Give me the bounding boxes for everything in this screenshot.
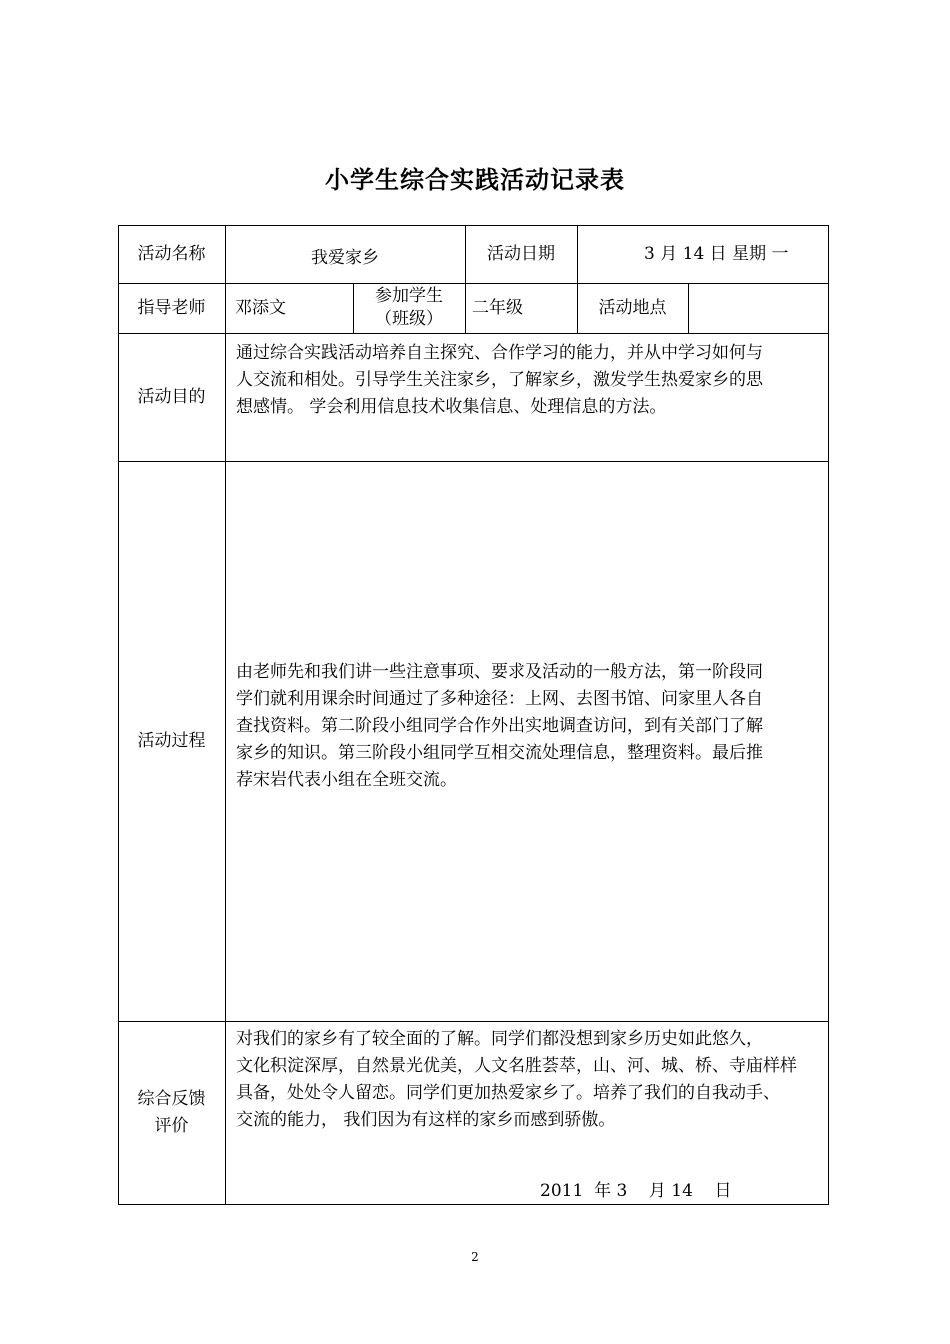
feedback-label (118, 1021, 225, 1205)
activity-name-value: 我爱家乡 (311, 247, 379, 268)
text-line: 家乡的知识。第三阶段小组同学互相交流处理信息，整理资料。最后推 (236, 743, 763, 763)
text-line: 对我们的家乡有了较全面的了解。同学们都没想到家乡历史如此悠久， (236, 1029, 763, 1049)
teacher-value: 邓添文 (235, 297, 286, 318)
activity-date-label: 活动日期 (487, 243, 555, 264)
text-line: 想感情。 学会利用信息技术收集信息、处理信息的方法。 (236, 397, 667, 417)
text-line: 文化积淀深厚，自然景光优美，人文名胜荟萃，山、河、城、桥、寺庙样样 (236, 1056, 797, 1076)
process-label: 活动过程 (137, 730, 206, 751)
feedback-text (236, 1026, 797, 1134)
students-label (353, 283, 465, 333)
text-line: 人交流和相处。引导学生关注家乡，了解家乡，激发学生热爱家乡的思 (236, 370, 763, 390)
purpose-text (236, 340, 763, 421)
column-divider (225, 225, 226, 1205)
feedback-date: 2011 年 3 月 14 日 (540, 1181, 732, 1201)
location-label: 活动地点 (598, 297, 667, 318)
students-label-line1: 参加学生 (375, 286, 443, 306)
location-value (688, 283, 829, 333)
text-line: 荐宋岩代表小组在全班交流。 (236, 770, 457, 790)
activity-name-label: 活动名称 (137, 243, 206, 264)
students-label-line2: （班级） (375, 309, 443, 329)
purpose-label: 活动目的 (137, 386, 206, 407)
teacher-label: 指导老师 (137, 297, 206, 318)
text-line: 由老师先和我们讲一些注意事项、要求及活动的一般方法，第一阶段同 (236, 662, 763, 682)
students-value: 二年级 (472, 297, 523, 318)
feedback-label-line1: 综合反馈 (137, 1089, 206, 1109)
text-line: 学们就利用课余时间通过了多种途径：上网、去图书馆、问家里人各自 (236, 689, 763, 709)
text-line: 具备，处处令人留恋。同学们更加热爱家乡了。培养了我们的自我动手、 (236, 1083, 780, 1103)
page-number: 2 (471, 1250, 479, 1264)
page-title: 小学生综合实践活动记录表 (325, 166, 625, 194)
process-text (236, 659, 763, 794)
text-line: 交流的能力， 我们因为有这样的家乡而感到骄傲。 (236, 1110, 616, 1130)
feedback-label-line2: 评价 (154, 1116, 189, 1136)
text-line: 通过综合实践活动培养自主探究、合作学习的能力，并从中学习如何与 (236, 343, 763, 363)
activity-date-value: 3 月 14 日 星期 一 (644, 243, 789, 264)
text-line: 查找资料。第二阶段小组同学合作外出实地调查访问，到有关部门了解 (236, 716, 763, 736)
